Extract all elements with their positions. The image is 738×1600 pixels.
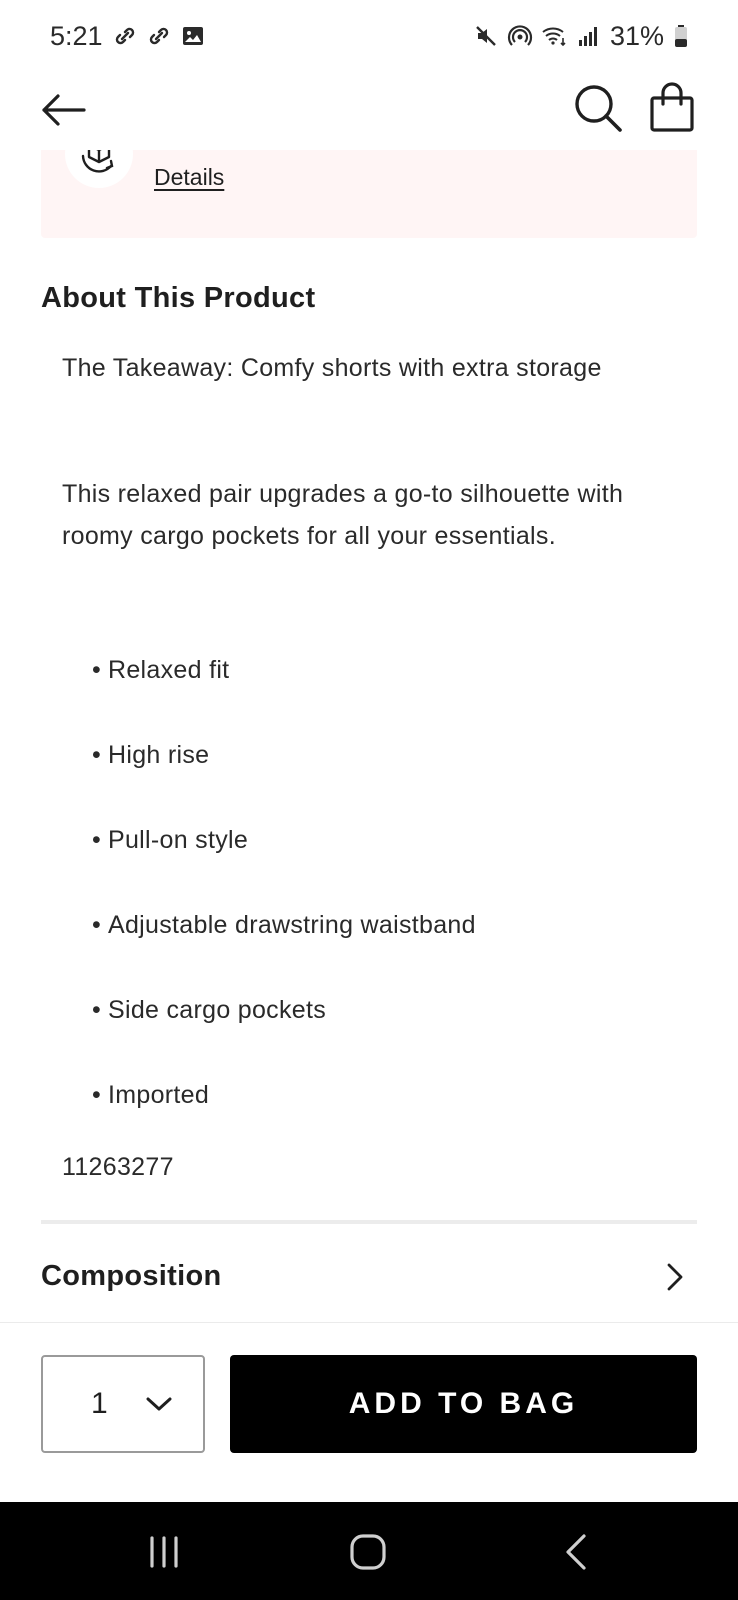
quantity-select[interactable] [41, 1355, 205, 1453]
list-item: • Imported [92, 1081, 210, 1109]
list-item: • Pull-on style [92, 826, 249, 854]
details-link[interactable]: Details [154, 164, 225, 190]
home-button[interactable] [348, 1532, 388, 1572]
recents-button[interactable] [144, 1532, 184, 1572]
list-item: • High rise [92, 741, 210, 769]
composition-row[interactable] [41, 1260, 697, 1322]
search-icon [572, 82, 624, 134]
battery-icon [674, 24, 688, 48]
recents-icon [144, 1532, 184, 1572]
mute-icon [474, 24, 498, 48]
system-navigation-bar [0, 1502, 738, 1600]
chevron-right-icon [663, 1262, 687, 1292]
wifi-icon [542, 24, 566, 48]
link-icon [113, 24, 137, 48]
back-button[interactable] [38, 88, 88, 132]
composition-label: Composition [41, 1260, 222, 1292]
chevron-down-icon [145, 1395, 173, 1413]
shopping-bag-button[interactable] [648, 82, 696, 134]
image-icon [181, 24, 205, 48]
shopping-bag-icon [648, 82, 696, 134]
add-to-bag-button[interactable]: ADD TO BAG [230, 1355, 697, 1453]
system-back-button[interactable] [558, 1532, 598, 1572]
quantity-value: 1 [91, 1387, 108, 1420]
list-item: • Side cargo pockets [92, 996, 327, 1024]
status-bar [0, 0, 738, 72]
search-button[interactable] [572, 82, 624, 134]
description-paragraph: This relaxed pair upgrades a go-to silhouette with roomy cargo pockets for all your essentials. [62, 480, 624, 550]
arrow-left-icon [38, 88, 88, 132]
signal-icon [576, 24, 600, 48]
battery-level: 31% [609, 20, 664, 51]
list-item: • Relaxed fit [92, 656, 230, 684]
top-app-bar [0, 72, 738, 150]
list-item: • Adjustable drawstring waistband [92, 911, 476, 939]
product-details-scroll[interactable] [0, 150, 738, 1322]
purchase-bar [0, 1322, 738, 1502]
feature-list [92, 656, 672, 1166]
link-icon [147, 24, 171, 48]
status-left [50, 21, 205, 52]
section-divider [41, 1220, 697, 1224]
hotspot-icon [508, 24, 532, 48]
back-chevron-icon [558, 1532, 598, 1572]
about-title: About This Product [41, 282, 316, 314]
takeaway-text: The Takeaway: Comfy shorts with extra storage [62, 354, 602, 382]
product-sku: 11263277 [62, 1153, 174, 1181]
status-right [474, 21, 688, 52]
home-icon [348, 1532, 388, 1572]
status-time: 5:21 [50, 20, 103, 51]
